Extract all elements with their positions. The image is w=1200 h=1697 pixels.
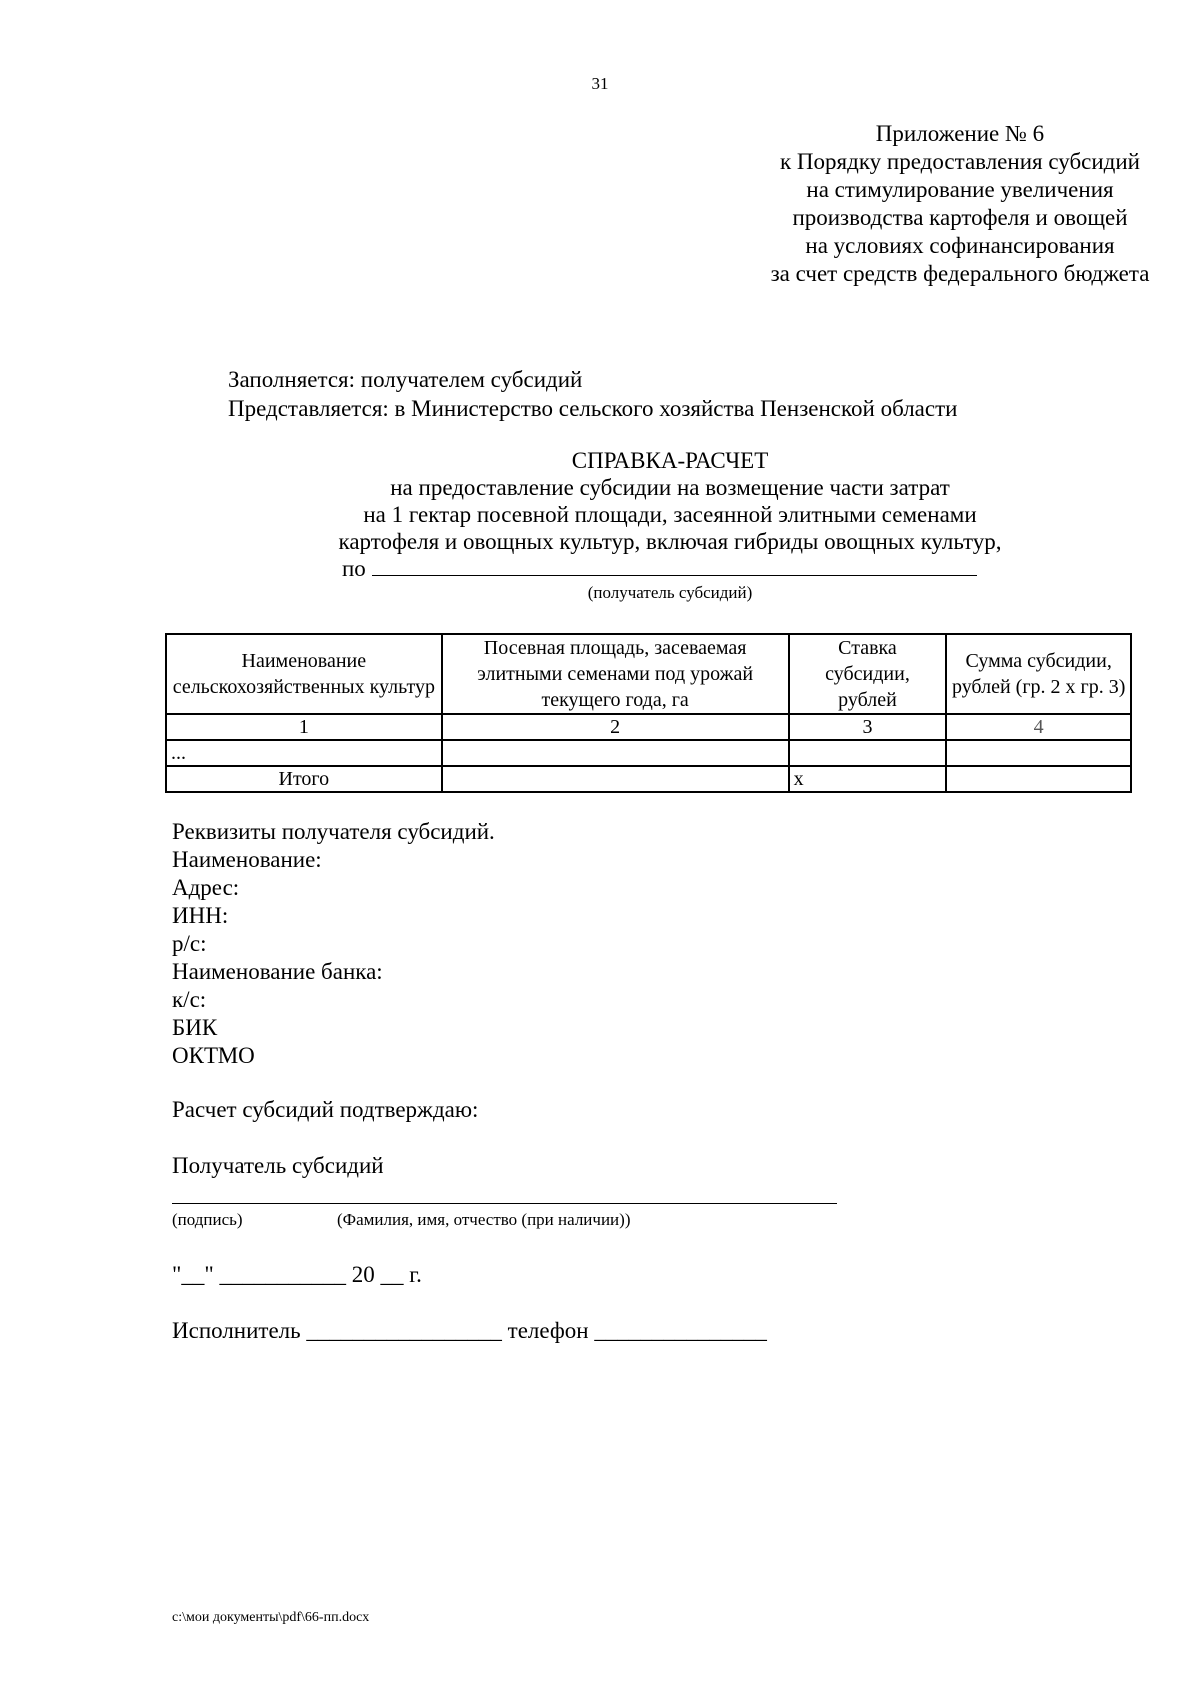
appendix-line: за счет средств федерального бюджета xyxy=(770,261,1150,286)
requisite-field: ОКТМО xyxy=(172,1043,255,1068)
header-sown-area: Посевная площадь, засеваемая элитными семенами под урожай текущего года, га xyxy=(442,634,789,714)
date-line: "__" ___________ 20 __ г. xyxy=(172,1262,422,1287)
appendix-line: производства картофеля и овощей xyxy=(792,205,1128,230)
recipient-field[interactable] xyxy=(372,557,977,576)
confirm-text: Расчет субсидий подтверждаю: xyxy=(172,1097,479,1122)
header-subsidy-sum: Сумма субсидии, рублей (гр. 2 x гр. 3) xyxy=(946,634,1131,714)
table-cell[interactable] xyxy=(946,740,1131,766)
table-cell[interactable] xyxy=(442,740,789,766)
requisite-field: Адрес: xyxy=(172,875,240,900)
title-line: картофеля и овощных культур, включая гибриды овощных культур, xyxy=(338,529,1002,554)
header-subsidy-rate: Ставка субсидии, рублей xyxy=(789,634,947,714)
recipient-requisites xyxy=(172,818,495,1070)
signature-caption: (подпись) xyxy=(172,1210,243,1229)
page-number: 31 xyxy=(591,74,609,93)
requisite-field: Наименование: xyxy=(172,847,322,872)
table-total-row xyxy=(166,766,1131,792)
requisite-field: ИНН: xyxy=(172,903,229,928)
table-row xyxy=(166,740,1131,766)
table-cell[interactable] xyxy=(442,766,789,792)
header-crop-name: Наименование сельскохозяйственных культур xyxy=(166,634,442,714)
requisite-field: БИК xyxy=(172,1015,218,1040)
appendix-line: на условиях софинансирования xyxy=(805,233,1115,258)
table-cell: Итого xyxy=(166,766,442,792)
filled-by: Заполняется: получателем субсидий xyxy=(228,367,583,392)
table-cell[interactable] xyxy=(789,740,947,766)
file-path-footer: c:\мои документы\pdf\66-пп.docx xyxy=(172,1610,370,1625)
requisite-field: р/с: xyxy=(172,931,207,956)
executor-line: Исполнитель _________________ телефон _______________ xyxy=(172,1318,767,1343)
recipient-line xyxy=(300,555,1040,582)
title-line: на 1 гектар посевной площади, засеянной элитными семенами xyxy=(363,502,977,527)
calculation-table xyxy=(165,633,1132,793)
document-title-block xyxy=(300,447,1040,604)
appendix-line: на стимулирование увеличения xyxy=(806,177,1114,202)
title-line: на предоставление субсидии на возмещение части затрат xyxy=(390,475,950,500)
column-number: 2 xyxy=(442,714,789,740)
requisites-heading: Реквизиты получателя субсидий. xyxy=(172,819,495,844)
column-number-row xyxy=(166,714,1131,740)
signature-captions xyxy=(172,1210,630,1230)
table-cell: х xyxy=(789,766,947,792)
signature-line[interactable] xyxy=(172,1203,837,1204)
filling-info xyxy=(228,365,957,423)
requisite-field: Наименование банка: xyxy=(172,959,383,984)
column-number: 1 xyxy=(166,714,442,740)
appendix-line: Приложение № 6 xyxy=(875,121,1045,146)
po-label: по xyxy=(342,556,366,581)
table-cell[interactable]: ... xyxy=(166,740,442,766)
recipient-caption: (получатель субсидий) xyxy=(587,583,753,602)
document-heading: СПРАВКА-РАСЧЕТ xyxy=(571,448,769,473)
recipient-label: Получатель субсидий xyxy=(172,1153,384,1178)
table-cell[interactable] xyxy=(946,766,1131,792)
column-number: 3 xyxy=(789,714,947,740)
name-caption: (Фамилия, имя, отчество (при наличии)) xyxy=(337,1210,631,1229)
requisite-field: к/с: xyxy=(172,987,207,1012)
column-number: 4 xyxy=(946,714,1131,740)
table-header-row xyxy=(166,634,1131,714)
appendix-header xyxy=(700,120,1200,288)
appendix-line: к Порядку предоставления субсидий xyxy=(780,149,1140,174)
submitted-to: Представляется: в Министерство сельского хозяйства Пензенской области xyxy=(228,396,958,421)
